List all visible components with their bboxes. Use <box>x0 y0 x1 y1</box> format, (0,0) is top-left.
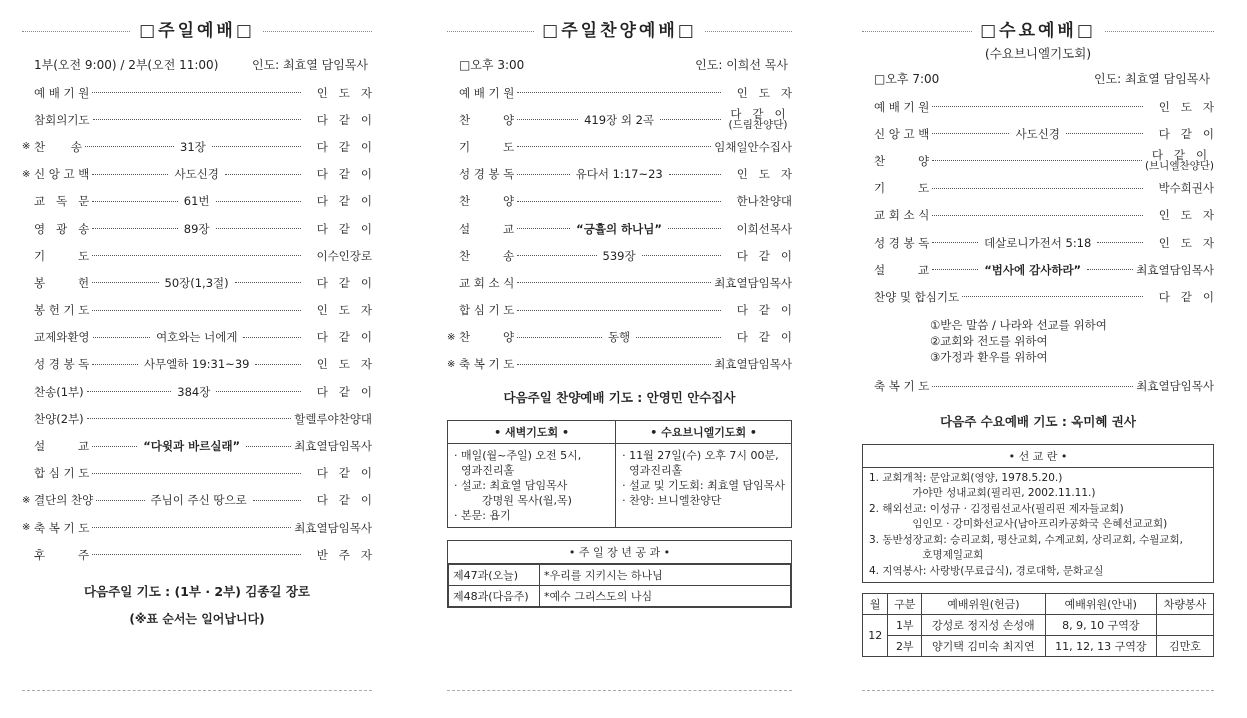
order-label: 기 도 <box>874 181 930 196</box>
order-person: 다 같 이 <box>316 466 372 481</box>
stand-marker: ※ <box>22 141 31 153</box>
order-detail: 31장 <box>180 139 206 154</box>
praise-time: □오후 3:00 <box>459 58 525 72</box>
leader-dots <box>87 418 292 419</box>
leader-dots <box>962 296 1143 297</box>
order-person: 한나찬양대 <box>736 194 792 209</box>
order-row <box>447 351 792 378</box>
volunteer-row <box>863 636 1214 657</box>
mission-box <box>862 444 1214 584</box>
order-label: 봉 헌 <box>34 275 90 290</box>
order-label: 참회의기도 <box>34 112 90 127</box>
order-row <box>22 432 372 459</box>
order-row <box>862 175 1214 202</box>
order-person: 인 도 자 <box>1158 235 1214 250</box>
order-person: 인 도 자 <box>316 85 372 100</box>
order-person: 다 같 이 <box>316 167 372 182</box>
volunteer-month: 12 <box>863 615 888 657</box>
order-row <box>22 541 372 568</box>
order-detail: 89장 <box>183 221 210 236</box>
leader-dots <box>932 262 1133 278</box>
order-row <box>862 93 1214 120</box>
order-row <box>22 242 372 269</box>
adult-lesson-table <box>448 564 791 607</box>
wednesday-leader: 인도: 최효열 담임목사 <box>1093 72 1210 86</box>
wednesday-time: □오후 7:00 <box>874 72 940 86</box>
order-detail: 동행 <box>607 330 631 345</box>
volunteer-col-header: 차량봉사 <box>1156 594 1213 615</box>
order-person: 다 같 이 <box>316 330 372 345</box>
leader-dots <box>517 201 721 202</box>
prayer-topic: ②교회와 전도를 위하여 <box>930 333 1048 348</box>
leader-dots <box>517 112 721 128</box>
service-leader: 인도: 최효열 담임목사 <box>251 58 368 72</box>
leader-dots <box>92 527 291 528</box>
wed-prayer-list <box>622 448 785 508</box>
leader-dots <box>93 329 301 345</box>
order-detail: 419장 외 2곡 <box>584 112 655 127</box>
order-row <box>447 297 792 324</box>
lesson-row <box>449 586 791 607</box>
volunteer-cell: 1부 <box>888 615 922 636</box>
dawn-prayer-line: · 설교: 최효열 담임목사 <box>454 479 568 493</box>
sunday-service-title: □주일예배□ <box>22 20 372 42</box>
order-detail: 주님이 주신 땅으로 <box>150 493 247 508</box>
order-row <box>22 269 372 296</box>
leader-dots <box>517 146 711 147</box>
order-label: 교 회 소 식 <box>874 208 930 223</box>
wednesday-service-title: □수요예배□ <box>862 20 1214 42</box>
wed-prayer-panel <box>615 421 791 527</box>
leader-dots <box>932 126 1143 142</box>
leader-dots <box>932 386 1133 387</box>
order-label: 찬 양 <box>459 194 515 209</box>
prayer-topic: ①받은 말씀 / 나라와 선교를 위하여 <box>930 317 1107 332</box>
wednesday-bless-row <box>862 373 1214 400</box>
order-label: 찬 송 <box>34 139 82 154</box>
praise-service-order <box>447 79 792 378</box>
order-label: 성 경 봉 독 <box>34 357 90 372</box>
mission-line: 가야만 성내교회(필리핀, 2002.11.11.) <box>869 487 1096 500</box>
sunday-service-order <box>22 79 372 568</box>
praise-service-title: □주일찬양예배□ <box>447 20 792 42</box>
order-person: 인 도 자 <box>736 85 792 100</box>
sunday-praise-column <box>447 0 792 718</box>
leader-dots <box>517 329 721 345</box>
order-label: 찬 양 <box>874 153 930 168</box>
volunteer-col-header: 월 <box>863 594 888 615</box>
order-person: 최효열담임목사 <box>714 357 792 372</box>
lesson-number: 제48과(다음주) <box>449 586 540 607</box>
order-label: 교제와환영 <box>34 330 90 345</box>
dawn-prayer-line: · 본문: 욥기 <box>454 509 511 523</box>
lesson-title: *예수 그리스도의 나심 <box>540 586 791 607</box>
prayer-topic: ③가정과 환우를 위하여 <box>930 349 1048 364</box>
prayer-meetings-box <box>447 420 792 528</box>
leader-dots <box>92 438 291 454</box>
order-row <box>22 351 372 378</box>
order-row <box>862 120 1214 147</box>
wed-prayer-line: · 찬양: 브니엘찬양단 <box>622 494 722 508</box>
order-detail: “범사에 감사하라” <box>984 262 1082 277</box>
order-label: 찬양(2부) <box>34 411 84 426</box>
order-detail: “다윗과 바르실래” <box>143 439 241 454</box>
order-person-main: 다 같 이 <box>1151 147 1208 162</box>
prayer-topics <box>930 317 1214 365</box>
mission-title: • 선 교 란 • <box>863 445 1213 468</box>
leader-dots <box>932 160 1142 161</box>
leader-dots <box>93 119 301 120</box>
order-row <box>447 106 792 133</box>
order-label: 성 경 봉 독 <box>874 235 930 250</box>
mission-line: 3. 동반성장교회: 승리교회, 평산교회, 수계교회, 상리교회, 수월교회, <box>869 533 1183 546</box>
order-person: 다 같 이 <box>736 248 792 263</box>
adult-lesson-box <box>447 540 792 608</box>
order-label: 축 복 기 도 <box>34 520 90 535</box>
mission-line: 1. 교회개척: 문암교회(영양, 1978.5.20.) <box>869 471 1063 484</box>
order-row <box>22 79 372 106</box>
order-person: 최효열담임목사 <box>714 275 792 290</box>
leader-dots <box>517 282 711 283</box>
order-row <box>447 188 792 215</box>
stand-marker: ※ <box>22 494 31 506</box>
leader-dots <box>932 106 1143 107</box>
order-person: 최효열담임목사 <box>294 439 372 454</box>
wednesday-service-order <box>862 93 1214 311</box>
order-detail: 사도신경 <box>1015 126 1060 141</box>
order-row <box>22 161 372 188</box>
mission-line: 2. 해외선교: 이성규 · 김정림선교사(필리핀 제자들교회) <box>869 502 1124 515</box>
order-label: 설 교 <box>34 439 90 454</box>
leader-dots <box>517 248 721 264</box>
volunteer-col-header: 구분 <box>888 594 922 615</box>
order-person-group: (브니엘찬양단) <box>1144 159 1214 172</box>
dawn-prayer-line: 영과진리홀 <box>454 464 515 478</box>
leader-dots <box>932 188 1143 189</box>
volunteer-table <box>862 593 1214 657</box>
praise-next-prayer: 다음주일 찬양예배 기도 : 안영민 안수집사 <box>503 390 736 406</box>
dawn-prayer-line: 강명원 목사(월,목) <box>454 494 572 508</box>
order-person: 다 같 이 <box>316 275 372 290</box>
lesson-number: 제47과(오늘) <box>449 565 540 586</box>
order-row <box>22 106 372 133</box>
order-person: 인 도 자 <box>736 167 792 182</box>
order-detail: 유다서 1:17~23 <box>575 167 663 182</box>
leader-dots <box>92 356 301 372</box>
mission-list <box>863 468 1213 583</box>
leader-dots <box>92 92 301 93</box>
volunteer-cell: 양기택 김미숙 최지연 <box>922 636 1046 657</box>
order-label: 결단의 찬양 <box>34 493 94 508</box>
order-label: 축 복 기 도 <box>874 379 930 394</box>
stand-marker: ※ <box>447 358 456 370</box>
order-person: 다 같 이 <box>316 139 372 154</box>
mission-line: 임인모 · 강미화선교사(남아프리카공화국 은혜선교교회) <box>869 518 1168 531</box>
order-label: 예 배 기 원 <box>34 85 90 100</box>
order-person <box>724 106 792 131</box>
volunteer-cell: 강성로 정지성 손성애 <box>922 615 1046 636</box>
order-label: 예 배 기 원 <box>459 85 515 100</box>
order-row <box>447 79 792 106</box>
adult-lesson-title: • 주 일 장 년 공 과 • <box>448 541 791 564</box>
order-detail: 사도신경 <box>174 167 219 182</box>
order-label: 기 도 <box>34 248 90 263</box>
order-row <box>22 188 372 215</box>
order-person: 인 도 자 <box>316 303 372 318</box>
order-label: 후 주 <box>34 547 90 562</box>
order-label: 합 심 기 도 <box>34 466 90 481</box>
order-person: 다 같 이 <box>736 330 792 345</box>
dawn-prayer-line: · 매일(월~주일) 오전 5시, <box>454 449 582 463</box>
volunteer-col-header: 예배위원(안내) <box>1045 594 1156 615</box>
order-label: 찬 양 <box>459 330 515 345</box>
leader-dots <box>92 554 301 555</box>
order-row <box>862 229 1214 256</box>
order-person: 다 같 이 <box>316 384 372 399</box>
order-detail: 384장 <box>177 384 211 399</box>
order-row <box>862 283 1214 310</box>
order-person: 할렐루야찬양대 <box>294 411 372 426</box>
mission-line: 4. 지역봉사: 사랑방(무료급식), 경로대학, 문화교실 <box>869 564 1104 577</box>
leader-dots <box>517 364 711 365</box>
order-label: 기 도 <box>459 139 515 154</box>
order-label: 찬송(1부) <box>34 384 84 399</box>
leader-dots <box>87 384 301 400</box>
volunteer-cell: 8, 9, 10 구역장 <box>1045 615 1156 636</box>
wed-prayer-line: · 설교 및 기도회: 최효열 담임목사 <box>622 479 785 493</box>
order-person: 다 같 이 <box>736 303 792 318</box>
order-label: 신 앙 고 백 <box>34 167 90 182</box>
order-row <box>447 242 792 269</box>
leader-dots <box>92 255 301 256</box>
stand-marker: ※ <box>22 522 31 534</box>
lesson-row <box>449 565 791 586</box>
volunteer-cell: 11, 12, 13 구역장 <box>1045 636 1156 657</box>
leader-dots <box>92 473 301 474</box>
volunteer-cell: 2부 <box>888 636 922 657</box>
dawn-prayer-list <box>454 448 609 523</box>
leader-dots <box>517 166 721 182</box>
sunday-service-column <box>22 0 372 718</box>
order-row <box>22 215 372 242</box>
order-person-main: 다 같 이 <box>730 106 786 121</box>
order-row <box>862 147 1214 174</box>
order-row <box>447 269 792 296</box>
order-row <box>22 514 372 541</box>
order-label: 봉 헌 기 도 <box>34 303 90 318</box>
order-person: 인 도 자 <box>1158 208 1214 223</box>
order-person: 이수인장로 <box>316 248 372 263</box>
order-person: 다 같 이 <box>316 221 372 236</box>
praise-leader: 인도: 이희선 목사 <box>695 58 788 72</box>
order-row <box>22 378 372 405</box>
mission-line: 호명제일교회 <box>869 549 984 562</box>
order-person-group: (드림찬양단) <box>728 118 788 131</box>
dawn-prayer-panel <box>448 421 615 527</box>
order-label: 성 경 봉 독 <box>459 167 515 182</box>
leader-dots <box>517 310 721 311</box>
leader-dots <box>932 235 1143 251</box>
praise-service-header <box>459 56 788 73</box>
order-detail: 539장 <box>602 248 636 263</box>
order-label: 교 회 소 식 <box>459 275 515 290</box>
order-row <box>22 133 372 160</box>
order-person: 인 도 자 <box>1158 99 1214 114</box>
order-row <box>22 460 372 487</box>
order-row <box>862 256 1214 283</box>
order-row <box>22 405 372 432</box>
order-detail: 사무엘하 19:31~39 <box>143 357 250 372</box>
wed-prayer-title: • 수요브니엘기도회 • <box>616 421 791 444</box>
order-row <box>447 161 792 188</box>
order-person: 다 같 이 <box>316 493 372 508</box>
order-person: 다 같 이 <box>1158 126 1214 141</box>
order-label: 찬양 및 합심기도 <box>874 289 960 304</box>
next-prayer-note: 다음주일 기도 : (1부 · 2부) 김종길 장로 <box>83 584 310 600</box>
order-person: 이희선목사 <box>736 221 792 236</box>
order-label: 영 광 송 <box>34 221 90 236</box>
volunteer-cell <box>1156 615 1213 636</box>
leader-dots <box>92 166 301 182</box>
order-person: 최효열담임목사 <box>1136 379 1214 394</box>
wed-prayer-line: · 11월 27일(수) 오후 7시 00분, <box>622 449 779 463</box>
order-row <box>22 324 372 351</box>
volunteer-cell: 김만호 <box>1156 636 1213 657</box>
order-label: 설 교 <box>459 221 515 236</box>
stand-marker: ※ <box>447 331 456 343</box>
order-label: 찬 송 <box>459 248 515 263</box>
leader-dots <box>96 492 301 508</box>
order-row <box>22 297 372 324</box>
footer-divider <box>862 690 1214 691</box>
sunday-service-header <box>34 56 368 73</box>
order-detail: 여호와는 너에게 <box>156 330 238 345</box>
footer-divider <box>22 690 372 691</box>
lesson-title: *우리를 지키시는 하나님 <box>540 565 791 586</box>
order-person: 다 같 이 <box>1158 289 1214 304</box>
leader-dots <box>92 310 301 311</box>
order-label: 합 심 기 도 <box>459 303 515 318</box>
volunteer-col-header: 예배위원(헌금) <box>922 594 1046 615</box>
order-detail: 61번 <box>183 194 210 209</box>
leader-dots <box>92 221 301 237</box>
order-person: 다 같 이 <box>316 194 372 209</box>
stand-marker: ※ <box>22 168 31 180</box>
order-label: 교 독 문 <box>34 194 90 209</box>
order-label: 축 복 기 도 <box>459 357 515 372</box>
order-row <box>862 373 1214 400</box>
order-label: 설 교 <box>874 262 930 277</box>
order-label: 예 배 기 원 <box>874 99 930 114</box>
order-person: 최효열담임목사 <box>1136 262 1214 277</box>
wednesday-service-subtitle: (수요브니엘기도회) <box>984 46 1092 61</box>
order-person: 반 주 자 <box>316 547 372 562</box>
order-person: 박수희권사 <box>1158 181 1214 196</box>
order-person <box>1144 147 1214 172</box>
wednesday-service-header <box>874 70 1210 87</box>
order-label: 신 앙 고 백 <box>874 126 930 141</box>
order-person: 다 같 이 <box>316 112 372 127</box>
footer-divider <box>447 690 792 691</box>
dawn-prayer-title: • 새벽기도회 • <box>448 421 615 444</box>
stand-note: (※표 순서는 일어납니다) <box>129 612 265 627</box>
order-label: 찬 양 <box>459 112 515 127</box>
order-person: 인 도 자 <box>316 357 372 372</box>
wednesday-service-column <box>862 0 1214 718</box>
order-person: 임채일안수집사 <box>714 139 792 154</box>
order-row <box>862 202 1214 229</box>
leader-dots <box>932 215 1143 216</box>
volunteer-row <box>863 615 1214 636</box>
order-row <box>22 487 372 514</box>
order-detail: 데살로니가전서 5:18 <box>984 235 1092 250</box>
wed-prayer-line: 영과진리홀 <box>622 464 683 478</box>
service-times: 1부(오전 9:00) / 2부(오전 11:00) <box>34 58 219 72</box>
order-detail: “긍휼의 하나님” <box>576 221 662 236</box>
order-row <box>447 324 792 351</box>
leader-dots <box>92 193 301 209</box>
order-row <box>447 215 792 242</box>
wednesday-next-prayer: 다음주 수요예배 기도 : 옥미혜 권사 <box>940 413 1136 429</box>
leader-dots <box>92 275 301 291</box>
order-row <box>447 133 792 160</box>
leader-dots <box>517 221 721 237</box>
leader-dots <box>517 92 721 93</box>
order-person: 최효열담임목사 <box>294 520 372 535</box>
order-detail: 50장(1,3절) <box>164 275 229 290</box>
leader-dots <box>85 139 301 155</box>
